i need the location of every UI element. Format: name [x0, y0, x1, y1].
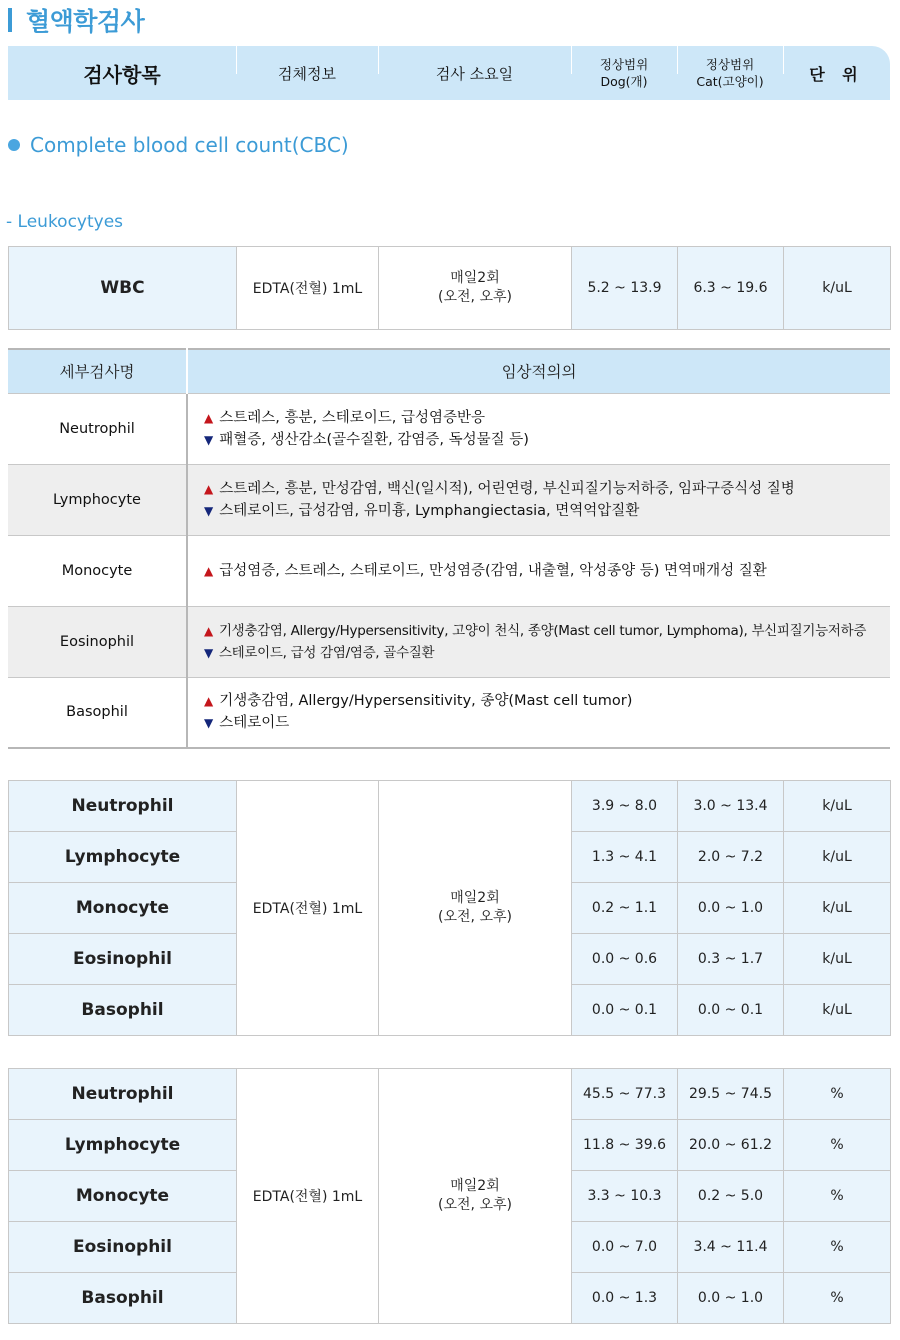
table-row	[9, 1069, 891, 1120]
wbc-time-line2: (오전, 오후)	[438, 289, 512, 305]
header-dog-line2: Dog(개)	[600, 74, 648, 89]
table-row	[8, 606, 890, 677]
percent-cat-range: 3.4 ~ 11.4	[678, 1222, 784, 1273]
increase-text: 급성염증, 스트레스, 스테로이드, 만성염증(감염, 내출혈, 악성종양 등) 면역매개성 질환	[219, 562, 767, 579]
increase-triangle-icon: ▲	[204, 694, 214, 709]
absolute-unit: k/uL	[784, 985, 891, 1036]
increase-text: 스트레스, 흥분, 만성감염, 백신(일시적), 어린연령, 부신피질기능저하증, 임파구증식성 질병	[219, 480, 795, 497]
absolute-name: Monocyte	[9, 883, 237, 934]
absolute-name: Eosinophil	[9, 934, 237, 985]
percent-dog-range: 45.5 ~ 77.3	[572, 1069, 678, 1120]
absolute-dog-range: 0.0 ~ 0.6	[572, 934, 678, 985]
clinical-name: Lymphocyte	[8, 464, 187, 535]
clinical-significance-table	[8, 348, 890, 749]
percent-cat-range: 0.2 ~ 5.0	[678, 1171, 784, 1222]
table-row	[8, 677, 890, 748]
decrease-text: 스테로이드, 급성감염, 유미흉, Lymphangiectasia, 면역억압질환	[219, 502, 640, 519]
wbc-time-line1: 매일2회	[450, 270, 500, 286]
decrease-triangle-icon: ▼	[204, 645, 213, 660]
clinical-name: Neutrophil	[8, 393, 187, 464]
decrease-triangle-icon: ▼	[204, 503, 214, 518]
increase-triangle-icon: ▲	[204, 410, 214, 425]
percent-dog-range: 0.0 ~ 7.0	[572, 1222, 678, 1273]
decrease-text: 스테로이드, 급성 감염/염증, 골수질환	[218, 644, 435, 661]
table-row	[9, 247, 891, 330]
increase-text: 스트레스, 흥분, 스테로이드, 급성염증반응	[219, 409, 486, 426]
page-title: 혈액학검사	[26, 7, 145, 36]
absolute-time	[379, 781, 572, 1036]
wbc-specimen: EDTA(전혈) 1mL	[237, 247, 379, 330]
header-dog-range	[571, 46, 677, 100]
absolute-name: Basophil	[9, 985, 237, 1036]
percent-dog-range: 11.8 ~ 39.6	[572, 1120, 678, 1171]
absolute-unit: k/uL	[784, 832, 891, 883]
percent-unit: %	[784, 1069, 891, 1120]
page-title-block	[8, 2, 144, 38]
header-cat-line2: Cat(고양이)	[696, 74, 764, 89]
table-row	[9, 781, 891, 832]
absolute-unit: k/uL	[784, 934, 891, 985]
percent-specimen: EDTA(전혈) 1mL	[237, 1069, 379, 1324]
absolute-dog-range: 0.2 ~ 1.1	[572, 883, 678, 934]
col-detail-name: 세부검사명	[8, 349, 187, 393]
wbc-name: WBC	[9, 247, 237, 330]
absolute-unit: k/uL	[784, 883, 891, 934]
clinical-name: Eosinophil	[8, 606, 187, 677]
title-accent-bar	[8, 8, 12, 32]
percent-unit: %	[784, 1171, 891, 1222]
header-specimen: 검체정보	[236, 46, 378, 100]
percent-dog-range: 0.0 ~ 1.3	[572, 1273, 678, 1324]
header-dog-line1: 정상범위	[599, 57, 649, 72]
absolute-cat-range: 0.3 ~ 1.7	[678, 934, 784, 985]
absolute-count-table	[8, 780, 891, 1036]
header-cat-line1: 정상범위	[705, 57, 755, 72]
absolute-name: Neutrophil	[9, 781, 237, 832]
absolute-cat-range: 0.0 ~ 1.0	[678, 883, 784, 934]
absolute-cat-range: 0.0 ~ 0.1	[678, 985, 784, 1036]
percent-name: Eosinophil	[9, 1222, 237, 1273]
bullet-dot-icon	[8, 139, 20, 151]
wbc-time	[379, 247, 572, 330]
table-row	[8, 393, 890, 464]
wbc-unit: k/uL	[784, 247, 891, 330]
increase-text: 기생충감염, Allergy/Hypersensitivity, 고양이 천식, 종양(Mast cell tumor, Lymphoma), 부신피질기능저하증	[218, 622, 867, 639]
subsection-title: - Leukocytyes	[6, 212, 124, 232]
decrease-text: 스테로이드	[219, 715, 290, 732]
header-item: 검사항목	[83, 62, 161, 87]
clinical-name: Basophil	[8, 677, 187, 748]
table-header-row	[8, 349, 890, 393]
clinical-desc	[187, 677, 890, 748]
header-unit: 단 위	[783, 46, 890, 100]
absolute-time-line2: (오전, 오후)	[438, 909, 512, 925]
table-row	[8, 535, 890, 606]
section-title: Complete blood cell count(CBC)	[30, 133, 349, 157]
clinical-desc	[187, 535, 890, 606]
increase-triangle-icon: ▲	[204, 481, 214, 496]
decrease-text: 패혈증, 생산감소(골수질환, 감염증, 독성물질 등)	[219, 431, 529, 448]
increase-text: 기생충감염, Allergy/Hypersensitivity, 종양(Mast cell tumor)	[219, 693, 633, 710]
column-header	[8, 46, 890, 100]
percent-table	[8, 1068, 891, 1324]
wbc-dog-range: 5.2 ~ 13.9	[572, 247, 678, 330]
percent-time-line2: (오전, 오후)	[438, 1197, 512, 1213]
increase-triangle-icon: ▲	[204, 563, 214, 578]
absolute-name: Lymphocyte	[9, 832, 237, 883]
clinical-desc	[187, 464, 890, 535]
percent-unit: %	[784, 1120, 891, 1171]
increase-triangle-icon: ▲	[204, 623, 213, 638]
absolute-specimen: EDTA(전혈) 1mL	[237, 781, 379, 1036]
section-heading	[8, 133, 349, 157]
table-row	[8, 464, 890, 535]
absolute-dog-range: 0.0 ~ 0.1	[572, 985, 678, 1036]
percent-cat-range: 29.5 ~ 74.5	[678, 1069, 784, 1120]
clinical-desc	[187, 393, 890, 464]
col-clinical-meaning: 임상적의의	[187, 349, 890, 393]
header-cat-range	[677, 46, 783, 100]
absolute-cat-range: 3.0 ~ 13.4	[678, 781, 784, 832]
wbc-table	[8, 246, 891, 330]
clinical-desc	[187, 606, 890, 677]
percent-name: Basophil	[9, 1273, 237, 1324]
percent-dog-range: 3.3 ~ 10.3	[572, 1171, 678, 1222]
percent-time	[379, 1069, 572, 1324]
clinical-name: Monocyte	[8, 535, 187, 606]
decrease-triangle-icon: ▼	[204, 432, 214, 447]
percent-name: Neutrophil	[9, 1069, 237, 1120]
absolute-dog-range: 3.9 ~ 8.0	[572, 781, 678, 832]
percent-time-line1: 매일2회	[450, 1178, 500, 1194]
wbc-cat-range: 6.3 ~ 19.6	[678, 247, 784, 330]
absolute-time-line1: 매일2회	[450, 890, 500, 906]
absolute-dog-range: 1.3 ~ 4.1	[572, 832, 678, 883]
percent-cat-range: 20.0 ~ 61.2	[678, 1120, 784, 1171]
percent-cat-range: 0.0 ~ 1.0	[678, 1273, 784, 1324]
header-time: 검사 소요일	[378, 46, 571, 100]
percent-unit: %	[784, 1222, 891, 1273]
absolute-unit: k/uL	[784, 781, 891, 832]
percent-unit: %	[784, 1273, 891, 1324]
absolute-cat-range: 2.0 ~ 7.2	[678, 832, 784, 883]
percent-name: Lymphocyte	[9, 1120, 237, 1171]
percent-name: Monocyte	[9, 1171, 237, 1222]
decrease-triangle-icon: ▼	[204, 716, 214, 731]
